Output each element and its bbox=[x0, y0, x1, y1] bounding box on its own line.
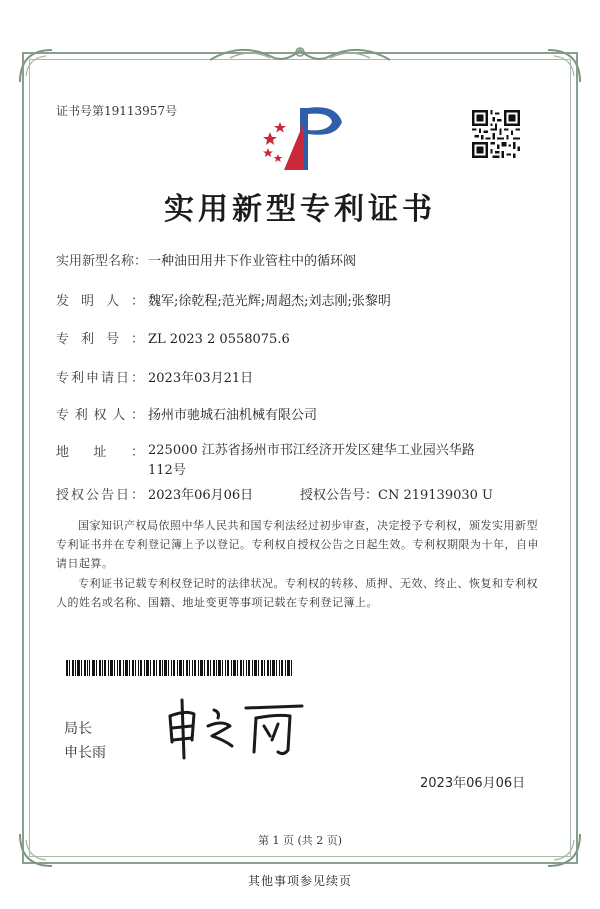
address-value: 225000 江苏省扬州市邗江经济开发区建华工业园兴华路112号 bbox=[148, 443, 475, 478]
certificate-title: 实用新型专利证书 bbox=[164, 192, 436, 227]
patent-number-value: ZL 2023 2 0558075.6 bbox=[148, 332, 290, 347]
qr-code-icon bbox=[472, 110, 520, 158]
utility-model-name-row bbox=[56, 250, 356, 269]
address-row bbox=[56, 441, 148, 460]
top-ornament bbox=[200, 40, 400, 66]
patent-number-row bbox=[56, 328, 290, 347]
filing-date-label: 专利申请日： bbox=[56, 371, 144, 386]
director-signature bbox=[160, 696, 320, 762]
utility-model-name-value: 一种油田用井下作业管柱中的循环阀 bbox=[148, 254, 357, 269]
filing-date-value: 2023年03月21日 bbox=[148, 371, 254, 386]
announce-date-label: 授权公告日： bbox=[56, 488, 144, 503]
page-number: 第 1 页 (共 2 页) bbox=[257, 834, 343, 847]
patentee-label: 专利权人： bbox=[56, 408, 144, 423]
director-title: 局长 bbox=[64, 721, 92, 737]
announce-number-value: CN 219139030 U bbox=[378, 488, 493, 503]
continuation-note: 其他事项参见续页 bbox=[247, 874, 352, 888]
utility-model-name-label: 实用新型名称： bbox=[56, 254, 148, 269]
announce-date-row bbox=[56, 484, 253, 503]
legal-status-paragraph: 专利证书记载专利权登记时的法律状况。专利权的转移、质押、无效、终止、恢复和专利权人的姓名或名称、国籍、地址变更等事项记载在专利登记簿上。 bbox=[56, 577, 538, 609]
patentee-value: 扬州市驰城石油机械有限公司 bbox=[148, 408, 318, 423]
patent-number-label: 专利号： bbox=[56, 332, 144, 347]
certificate-number: 证书号第19113957号 bbox=[56, 104, 178, 118]
inventor-label: 发明人： bbox=[56, 294, 144, 309]
signing-date: 2023年06月06日 bbox=[420, 776, 526, 791]
inventor-value: 魏军;徐乾程;范光辉;周超杰;刘志刚;张黎明 bbox=[148, 294, 391, 309]
grant-statement-paragraph: 国家知识产权局依照中华人民共和国专利法经过初步审查，决定授予专利权，颁发实用新型专利证书并在专利登记簿上予以登记。专利权自授权公告之日起生效。专利权期限为十年，自申请日起算。 bbox=[56, 519, 539, 570]
patentee-row bbox=[56, 404, 317, 423]
director-name: 申长雨 bbox=[64, 745, 106, 761]
announce-number-label: 授权公告号： bbox=[300, 488, 379, 503]
inventor-row bbox=[56, 290, 391, 309]
cnipa-emblem-icon bbox=[256, 104, 352, 176]
announce-number-row bbox=[300, 484, 493, 503]
announce-date-value: 2023年06月06日 bbox=[148, 488, 254, 503]
corner-ornament-tr bbox=[544, 46, 584, 86]
address-label: 地址： bbox=[56, 445, 144, 460]
barcode-icon bbox=[66, 660, 292, 676]
corner-ornament-tl bbox=[16, 46, 56, 86]
filing-date-row bbox=[56, 367, 253, 386]
